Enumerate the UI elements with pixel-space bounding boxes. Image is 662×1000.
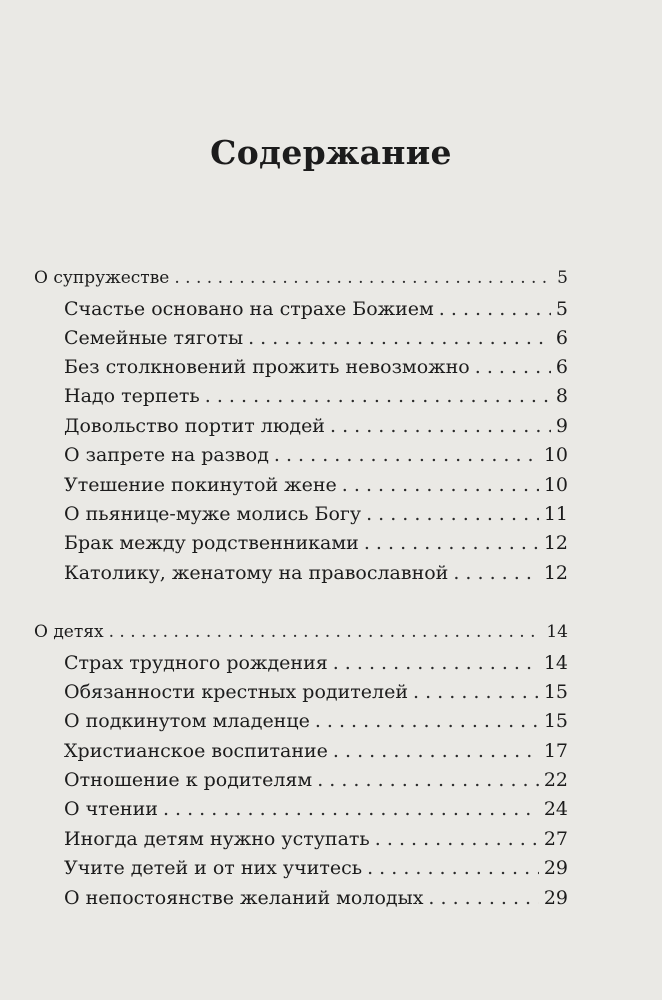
toc-page-number: 17 bbox=[543, 740, 568, 762]
toc-page-number: 14 bbox=[543, 652, 568, 674]
toc-entry[interactable] bbox=[64, 327, 568, 349]
toc-page-number: 27 bbox=[543, 828, 568, 850]
toc-entry-title: О чтении bbox=[64, 798, 158, 820]
toc-entry-title: Без столкновений прожить невозможно bbox=[64, 356, 470, 378]
toc-entry-title: Учите детей и от них учитесь bbox=[64, 857, 363, 879]
toc-page-number: 29 bbox=[543, 857, 568, 879]
page-title: Содержание bbox=[210, 133, 452, 172]
toc-page-number: 14 bbox=[546, 622, 568, 642]
dot-leader bbox=[317, 769, 539, 791]
toc-entry-title: Брак между родственниками bbox=[64, 532, 359, 554]
toc-entry[interactable] bbox=[64, 532, 568, 554]
toc-page-number: 12 bbox=[543, 532, 568, 554]
toc-section-title: О детях bbox=[34, 622, 104, 642]
toc-entry[interactable] bbox=[64, 710, 568, 732]
toc-entry[interactable] bbox=[64, 415, 568, 437]
toc-entry-title: О подкинутом младенце bbox=[64, 710, 310, 732]
toc-page-number: 9 bbox=[555, 415, 568, 437]
dot-leader bbox=[330, 415, 551, 437]
toc-entry-title: Утешение покинутой жене bbox=[64, 474, 337, 496]
toc-page-number: 5 bbox=[555, 298, 568, 320]
dot-leader bbox=[439, 298, 551, 320]
toc-entry-title: Католику, женатому на православной bbox=[64, 562, 449, 584]
toc-entry[interactable] bbox=[64, 740, 568, 762]
dot-leader bbox=[333, 740, 539, 762]
toc-entry-title: Семейные тяготы bbox=[64, 327, 244, 349]
dot-leader bbox=[366, 503, 539, 525]
toc-entry[interactable] bbox=[64, 385, 568, 407]
toc-entry[interactable] bbox=[64, 798, 568, 820]
toc-entry-title: Страх трудного рождения bbox=[64, 652, 328, 674]
toc-page-number: 15 bbox=[543, 710, 568, 732]
toc-entry-title: Христианское воспитание bbox=[64, 740, 328, 762]
toc-section-heading[interactable] bbox=[34, 622, 568, 642]
toc-entry-title: О непостоянстве желаний молодых bbox=[64, 887, 424, 909]
dot-leader bbox=[109, 622, 542, 642]
toc-entry-title: Довольство портит людей bbox=[64, 415, 325, 437]
toc-entry[interactable] bbox=[64, 444, 568, 466]
toc-entry-title: Отношение к родителям bbox=[64, 769, 313, 791]
dot-leader bbox=[333, 652, 539, 674]
toc-entry[interactable] bbox=[64, 298, 568, 320]
toc-entry[interactable] bbox=[64, 828, 568, 850]
toc-entry[interactable] bbox=[64, 769, 568, 791]
toc-section-heading[interactable] bbox=[34, 268, 568, 288]
toc-page-number: 10 bbox=[543, 474, 568, 496]
dot-leader bbox=[475, 356, 551, 378]
toc-page-number: 11 bbox=[543, 503, 568, 525]
toc-entry[interactable] bbox=[64, 681, 568, 703]
dot-leader bbox=[367, 857, 539, 879]
toc-page-number: 6 bbox=[555, 327, 568, 349]
toc-entry[interactable] bbox=[64, 356, 568, 378]
dot-leader bbox=[174, 268, 552, 288]
toc-entry[interactable] bbox=[64, 474, 568, 496]
toc-entry-title: Счастье основано на страхе Божием bbox=[64, 298, 434, 320]
toc-page-number: 12 bbox=[543, 562, 568, 584]
dot-leader bbox=[413, 681, 539, 703]
toc-entry-title: О пьянице-муже молись Богу bbox=[64, 503, 362, 525]
dot-leader bbox=[274, 444, 539, 466]
toc-entry-title: Обязанности крестных родителей bbox=[64, 681, 408, 703]
dot-leader bbox=[428, 887, 538, 909]
toc-page-number: 15 bbox=[543, 681, 568, 703]
dot-leader bbox=[342, 474, 539, 496]
toc-page-number: 22 bbox=[543, 769, 568, 791]
dot-leader bbox=[315, 710, 539, 732]
dot-leader bbox=[205, 385, 551, 407]
toc-entry[interactable] bbox=[64, 857, 568, 879]
toc-page-number: 10 bbox=[543, 444, 568, 466]
dot-leader bbox=[163, 798, 539, 820]
toc-page-number: 5 bbox=[557, 268, 568, 288]
toc-entry[interactable] bbox=[64, 652, 568, 674]
toc-entry[interactable] bbox=[64, 562, 568, 584]
toc-page-number: 8 bbox=[555, 385, 568, 407]
toc-page-number: 29 bbox=[543, 887, 568, 909]
dot-leader bbox=[375, 828, 539, 850]
toc-entry-title: Иногда детям нужно уступать bbox=[64, 828, 370, 850]
toc-entry-title: Надо терпеть bbox=[64, 385, 200, 407]
toc-entry-title: О запрете на развод bbox=[64, 444, 269, 466]
dot-leader bbox=[453, 562, 538, 584]
toc-entry[interactable] bbox=[64, 503, 568, 525]
toc-page-number: 24 bbox=[543, 798, 568, 820]
toc-entry[interactable] bbox=[64, 887, 568, 909]
dot-leader bbox=[248, 327, 551, 349]
toc-section-title: О супружестве bbox=[34, 268, 170, 288]
dot-leader bbox=[364, 532, 539, 554]
toc-page-number: 6 bbox=[555, 356, 568, 378]
